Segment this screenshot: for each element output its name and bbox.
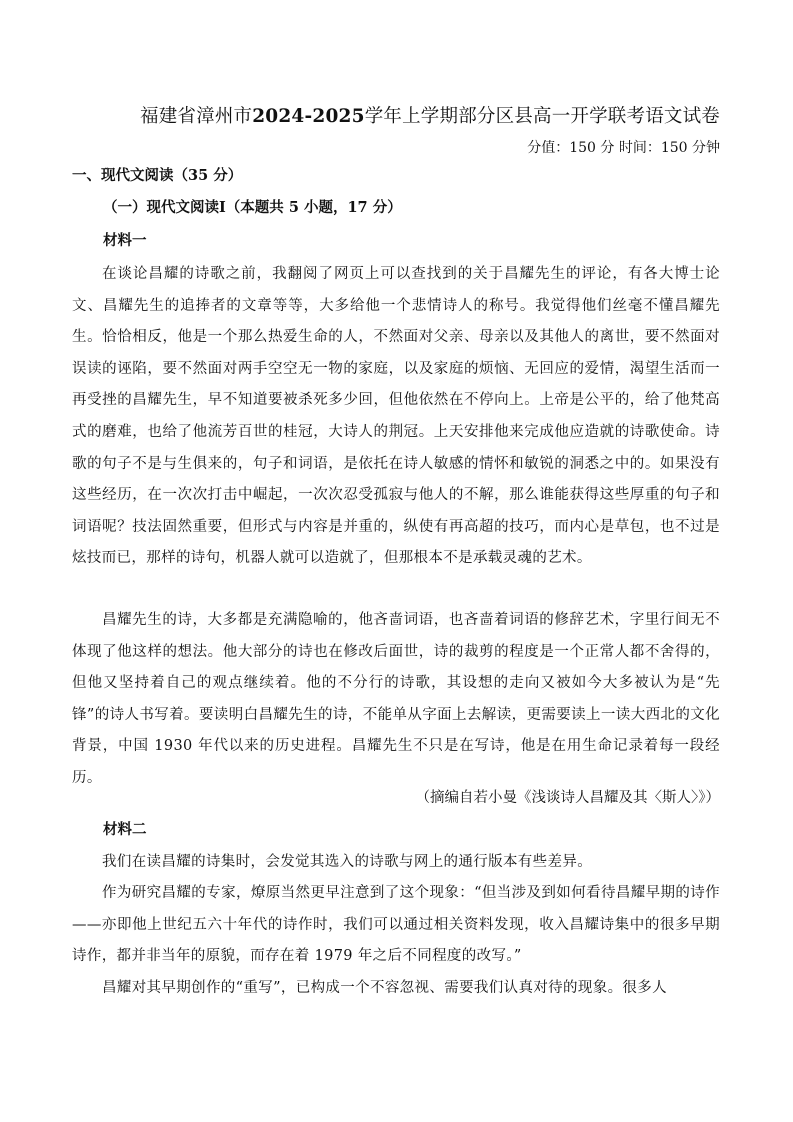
material-two-label: 材料二 xyxy=(103,821,147,838)
title-prefix: 福建省漳州市 xyxy=(140,106,253,127)
exam-title xyxy=(72,104,720,130)
exam-score-time: 分值：150 分 时间：150 分钟 xyxy=(527,140,720,156)
title-suffix: 学年上学期部分区县高一开学联考语文试卷 xyxy=(364,106,720,127)
subsection-heading: （一）现代文阅读Ⅰ（本题共 5 小题，17 分） xyxy=(103,199,402,216)
material-two-paragraph: 作为研究昌耀的专家，燎原当然更早注意到了这个现象：“但当涉及到如何看待昌耀早期的诗作——亦即他上世纪五六十年代的诗作时，我们可以通过相关资料发现，收入昌耀诗集中的很多早期诗作，都并非当年的原貌，而存在着 1979 年之后不同程度的改写。” xyxy=(72,885,720,965)
material-two-paragraph: 昌耀对其早期创作的“重写”，已构成一个不容忽视、需要我们认真对待的现象。很多人 xyxy=(102,980,667,996)
material-one-paragraph: 在谈论昌耀的诗歌之前，我翻阅了网页上可以查找到的关于昌耀先生的评论，有各大博士论文、昌耀先生的追捧者的文章等等，大多给他一个悲情诗人的称号。我觉得他们丝毫不懂昌耀先生。恰恰相反，他是一个那么热爱生命的人，不然面对父亲、母亲以及其他人的离世，要不然面对误读的诬陷，要不然面对两手空空无一物的家庭，以及家庭的烦恼、无回应的爱情，渴望生活而一再受挫的昌耀先生，早不知道要被杀死多少回，但他依然在不停向上。上帝是公平的，给了他梵高式的磨难，也给了他流芳百世的桂冠，大诗人的荆冠。上天安排他来完成他应造就的诗歌使命。诗歌的句子不是与生俱来的，句子和词语，是依托在诗人敏感的情怀和敏锐的洞悉之中的。如果没有这些经历，在一次次打击中崛起，一次次忍受孤寂与他人的不解，那么谁能获得这些厚重的句子和词语呢？技法固然重要，但形式与内容是并重的，纵使有再高超的技巧，而内心是草包，也不过是炫技而已，那样的诗句，机器人就可以造就了，但那根本不是承载灵魂的艺术。 xyxy=(72,266,720,567)
material-two-paragraph: 我们在读昌耀的诗集时，会发觉其选入的诗歌与网上的通行版本有些差异。 xyxy=(102,854,593,870)
material-one-label: 材料一 xyxy=(103,232,147,249)
material-one-source: （摘编自若小曼《浅谈诗人昌耀及其〈斯人〉》） xyxy=(415,790,720,806)
title-years: 2024-2025 xyxy=(252,106,365,127)
section-heading: 一、现代文阅读（35 分） xyxy=(72,167,243,184)
material-one-paragraph: 昌耀先生的诗，大多都是充满隐喻的，他吝啬词语，也吝啬着词语的修辞艺术，字里行间无不体现了他这样的想法。他大部分的诗也在修改后面世，诗的裁剪的程度是一个正常人都不舍得的，但他又坚持着自己的观点继续着。他的不分行的诗歌，其设想的走向又被如今大多被认为是“先锋”的诗人书写着。要读明白昌耀先生的诗，不能单从字面上去解读，更需要读上一读大西北的文化背景，中国 1930 年代以来的历史进程。昌耀先生不只是在写诗，他是在用生命记录着每一段经历。 xyxy=(72,612,720,786)
